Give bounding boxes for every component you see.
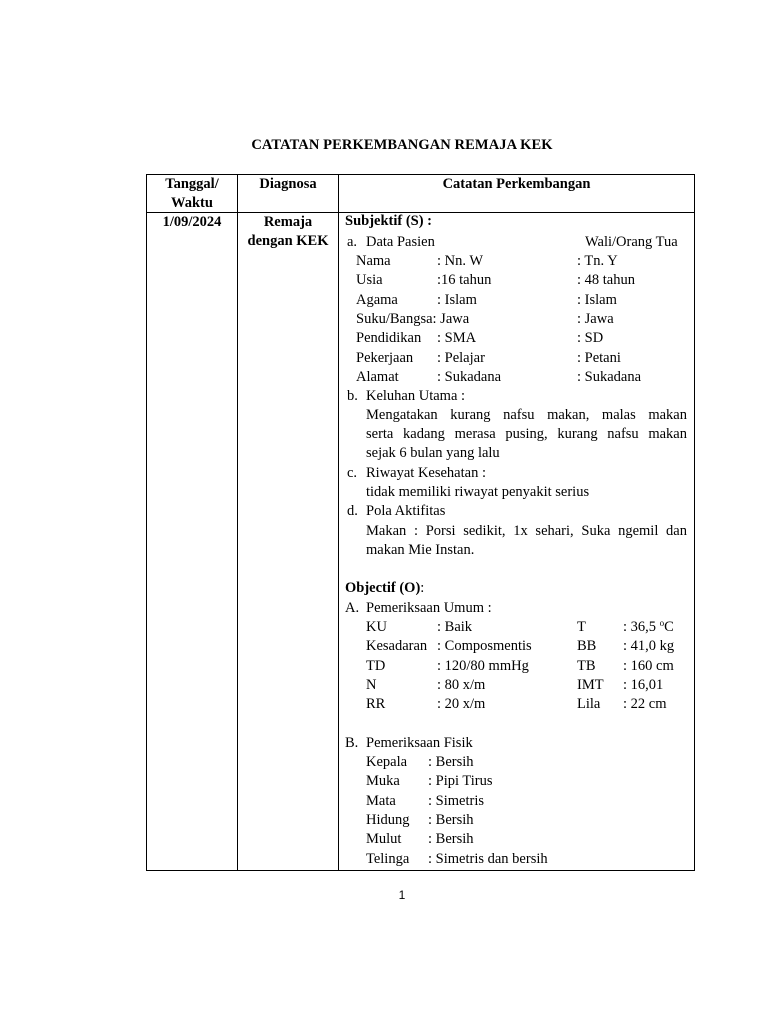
guardian-field-value: : Petani xyxy=(577,349,621,366)
list-marker: A. xyxy=(345,600,360,616)
exam-label: Lila xyxy=(577,696,601,713)
health-history-label: Riwayat Kesehatan : xyxy=(366,465,486,481)
guardian-field-value: : Tn. Y xyxy=(577,253,618,269)
physical-exam-value: : Bersih xyxy=(428,811,474,828)
subjective-heading: Subjektif (S) : xyxy=(345,213,433,229)
list-marker: b. xyxy=(347,388,358,404)
exam-value-unit: C xyxy=(664,619,674,635)
exam-label: TD xyxy=(366,657,386,674)
table-column-divider xyxy=(237,174,238,871)
exam-value xyxy=(623,638,674,655)
row-date: 1/09/2024 xyxy=(162,214,222,230)
header-date xyxy=(147,175,237,214)
patient-field-value: : Nn. W xyxy=(437,253,484,269)
activity-pattern-line: makan Mie Instan. xyxy=(366,542,475,558)
exam-label: RR xyxy=(366,696,386,713)
chief-complaint-line: sejak 6 bulan yang lalu xyxy=(366,445,500,461)
guardian-header: Wali/Orang Tua xyxy=(585,234,678,250)
physical-exam-label: Pemeriksaan Fisik xyxy=(366,735,473,751)
patient-field-value: : Sukadana xyxy=(437,368,502,385)
patient-data-label: Data Pasien xyxy=(366,234,435,250)
exam-label: T xyxy=(577,619,586,635)
physical-exam-value: : Simetris dan bersih xyxy=(428,850,548,867)
physical-exam-value: : Pipi Tirus xyxy=(428,773,493,790)
physical-exam-value: : Simetris xyxy=(428,792,484,809)
guardian-field-value: : SD xyxy=(577,330,604,347)
exam-value-text: : 160 cm xyxy=(623,657,674,674)
header-date-line: Waktu xyxy=(171,195,213,212)
exam-label: TB xyxy=(577,657,596,674)
exam-value xyxy=(623,658,674,675)
health-history-text: tidak memiliki riwayat penyakit serius xyxy=(366,484,590,500)
patient-field-label: Pendidikan xyxy=(356,330,422,347)
header-notes: Catatan Perkembangan xyxy=(442,176,591,192)
patient-field-value: : SMA xyxy=(437,330,477,347)
objective-heading-colon: : xyxy=(420,580,425,596)
objective-heading xyxy=(345,580,424,597)
objective-heading-text: Objectif (O) xyxy=(345,580,421,596)
exam-label: IMT xyxy=(577,676,604,693)
physical-exam-value: : Bersih xyxy=(428,754,474,770)
patient-field-label: Agama xyxy=(356,291,398,308)
row-diagnosis-line: Remaja xyxy=(263,214,313,230)
exam-label: N xyxy=(366,676,377,693)
exam-value: : 20 x/m xyxy=(437,696,486,713)
physical-exam-label: Telinga xyxy=(366,850,410,867)
chief-complaint-line: serta kadang merasa pusing, kurang nafsu makan xyxy=(366,426,687,442)
exam-value: : Composmentis xyxy=(437,638,532,655)
patient-field-label: Pekerjaan xyxy=(356,349,414,366)
exam-value-text: : 41,0 kg xyxy=(623,638,675,655)
page-number: 1 xyxy=(398,888,406,902)
exam-value: : 120/80 mmHg xyxy=(437,657,529,674)
guardian-field-value: : Sukadana xyxy=(577,368,642,385)
chief-complaint-label: Keluhan Utama : xyxy=(366,388,466,404)
patient-field-label: Suku/Bangsa: Jawa xyxy=(356,310,470,327)
guardian-field-value: : Jawa xyxy=(577,310,614,327)
exam-value xyxy=(623,696,667,713)
table-border-left xyxy=(146,174,147,871)
physical-exam-label: Muka xyxy=(366,773,400,790)
physical-exam-label: Mata xyxy=(366,792,396,809)
table-border-bottom xyxy=(146,870,695,871)
chief-complaint-line: Mengatakan kurang nafsu makan, malas makan xyxy=(366,407,687,423)
patient-field-label: Nama xyxy=(356,253,391,269)
physical-exam-label: Hidung xyxy=(366,811,410,828)
patient-field-value: :16 tahun xyxy=(437,272,492,289)
guardian-field-value: : 48 tahun xyxy=(577,272,635,289)
list-marker: d. xyxy=(347,503,358,519)
activity-pattern-line: Makan : Porsi sedikit, 1x sehari, Suka ngemil dan xyxy=(366,523,687,539)
exam-value-text: : 36,5 xyxy=(623,619,660,635)
table-border-right xyxy=(694,174,695,871)
exam-value: : 80 x/m xyxy=(437,676,486,693)
physical-exam-value: : Bersih xyxy=(428,831,474,848)
exam-label: Kesadaran xyxy=(366,638,428,655)
exam-value-text: : 22 cm xyxy=(623,696,667,713)
exam-value xyxy=(623,619,674,636)
header-diagnosis: Diagnosa xyxy=(259,176,317,192)
list-marker: c. xyxy=(347,465,358,481)
activity-pattern-label: Pola Aktifitas xyxy=(366,503,446,519)
document-title: CATATAN PERKEMBANGAN REMAJA KEK xyxy=(251,137,553,153)
physical-exam-label: Mulut xyxy=(366,831,402,848)
physical-exam-label: Kepala xyxy=(366,754,408,770)
patient-field-value: : Islam xyxy=(437,291,477,308)
guardian-field-value: : Islam xyxy=(577,291,617,308)
patient-field-value: : Pelajar xyxy=(437,349,485,366)
header-date-line: Tanggal/ xyxy=(165,176,219,192)
exam-label: KU xyxy=(366,619,387,635)
exam-label: BB xyxy=(577,638,597,655)
general-exam-label: Pemeriksaan Umum : xyxy=(366,600,492,616)
patient-field-label: Alamat xyxy=(356,368,399,385)
row-diagnosis xyxy=(238,213,338,252)
exam-value: : Baik xyxy=(437,619,473,635)
list-marker: B. xyxy=(345,735,359,751)
patient-field-label: Usia xyxy=(356,272,383,289)
table-column-divider xyxy=(338,174,339,871)
degree-superscript: o xyxy=(659,618,665,628)
row-diagnosis-line: dengan KEK xyxy=(247,233,329,250)
list-marker: a. xyxy=(347,234,358,250)
exam-value xyxy=(623,677,663,694)
exam-value-text: : 16,01 xyxy=(623,676,664,693)
